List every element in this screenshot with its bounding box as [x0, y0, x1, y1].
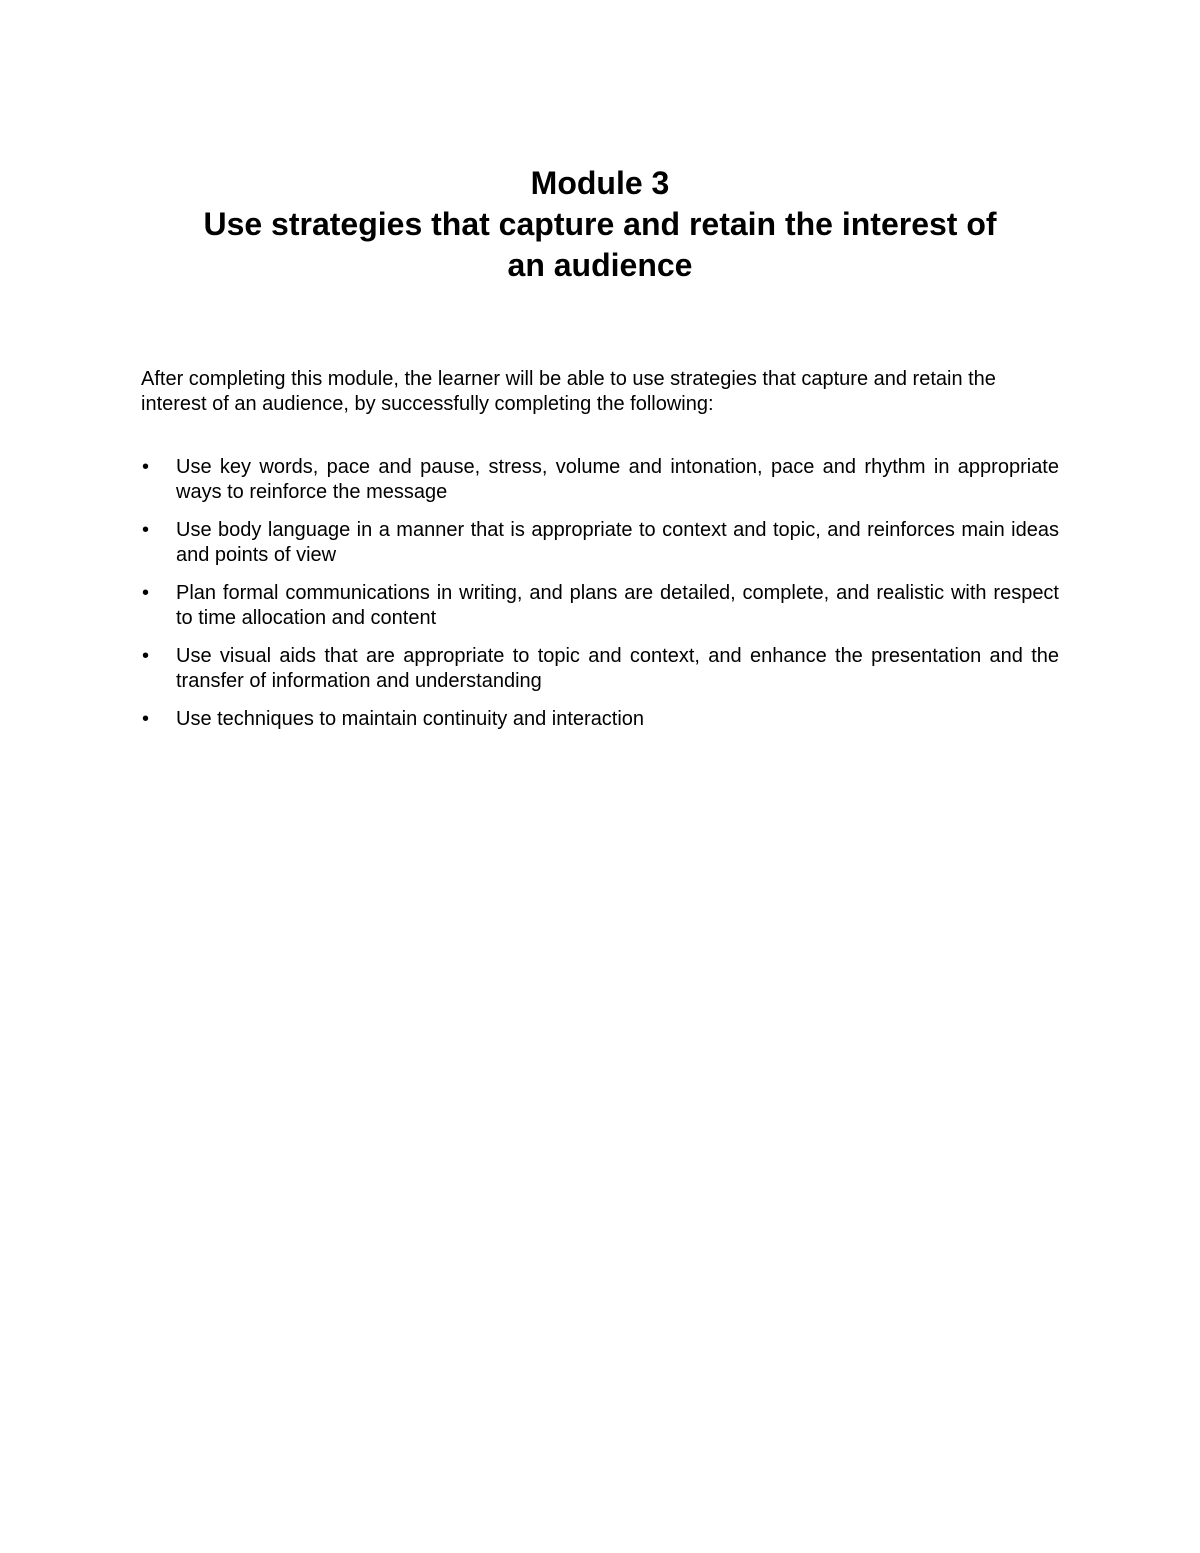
objectives-list: [141, 455, 1059, 745]
list-item: [141, 455, 1059, 505]
list-item: [141, 581, 1059, 631]
list-item: [141, 707, 1059, 732]
title-line-topic-continued: an audience: [507, 247, 693, 283]
page-title: [140, 163, 1060, 286]
list-item-text: Use key words, pace and pause, stress, volume and intonation, pace and rhythm in appropriate ways to reinforce the message: [176, 456, 1059, 503]
list-item-text: Use body language in a manner that is appropriate to context and topic, and reinforces main ideas and points of view: [176, 519, 1059, 566]
list-item: [141, 644, 1059, 694]
bullet-icon: •: [142, 708, 150, 730]
bullet-icon: •: [142, 456, 150, 478]
title-line-module: Module 3: [530, 165, 670, 201]
list-item: [141, 518, 1059, 568]
title-line-topic: Use strategies that capture and retain the interest of: [203, 206, 997, 242]
bullet-icon: •: [142, 519, 150, 541]
list-item-text: Use visual aids that are appropriate to topic and context, and enhance the presentation and the transfer of information and understanding: [176, 645, 1059, 692]
bullet-icon: •: [142, 582, 150, 604]
intro-paragraph: After completing this module, the learner will be able to use strategies that capture and retain the interest of an audience, by successfully completing the following:: [141, 368, 996, 415]
bullet-icon: •: [142, 645, 150, 667]
list-item-text: Plan formal communications in writing, and plans are detailed, complete, and realistic with respect to time allocation and content: [176, 582, 1059, 629]
list-item-text: Use techniques to maintain continuity and interaction: [176, 708, 645, 730]
